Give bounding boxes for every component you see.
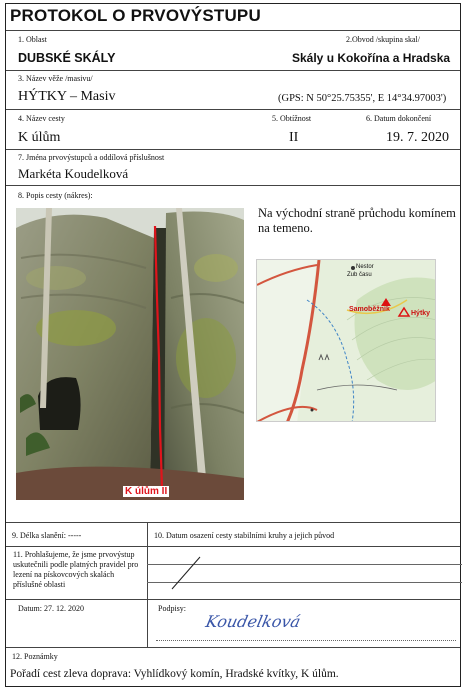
map-label-samobeznik: Samoběžník xyxy=(349,306,390,313)
divider xyxy=(147,523,148,546)
gps-value: (GPS: N 50°25.75355', E 14°34.97003') xyxy=(278,93,447,104)
prohlaseni-text: 11. Prohlašujeme, že jsme prvovýstup uskutečnili podle platných pravidel pro lezení na pískovcových skalách příslušné oblasti xyxy=(13,550,139,589)
cesta-label: 4. Název cesty xyxy=(18,114,65,123)
poznamky-label: 12. Poznámky xyxy=(12,652,58,661)
oblast-label: 1. Oblast xyxy=(18,35,47,44)
location-map xyxy=(256,259,436,422)
cesta-value: K úlům xyxy=(18,130,61,145)
row-cesta xyxy=(6,110,460,150)
row-podpisy xyxy=(6,600,460,648)
row-slaneni xyxy=(6,523,460,547)
obtiznost-label: 5. Obtížnost xyxy=(272,114,312,123)
jmena-label: 7. Jména prvovýstupců a oddílová příslušnost xyxy=(18,153,165,162)
signature: Koudelková xyxy=(203,612,303,631)
obvod-value: Skály u Kokořína a Hradska xyxy=(292,51,451,65)
row-popis xyxy=(6,186,460,523)
slaneni-label: 9. Délka slanění: ----- xyxy=(12,531,82,540)
title-row xyxy=(6,4,460,31)
datum-dokonceni-value: 19. 7. 2020 xyxy=(386,130,449,145)
vez-label: 3. Název věže /masivu/ xyxy=(18,74,93,83)
row-poznamky xyxy=(6,648,460,688)
poznamky-value: Pořadí cest zleva doprava: Vyhlídkový komín, Hradské kvítky, K úlům. xyxy=(10,668,339,680)
route-label: K úlům II xyxy=(125,486,168,497)
signature-line xyxy=(156,640,456,641)
obvod-label: 2.Obvod /skupina skal/ xyxy=(346,35,420,44)
jmena-value: Markéta Koudelková xyxy=(18,166,129,181)
row-vez xyxy=(6,71,460,110)
divider xyxy=(147,600,148,647)
vez-value: HÝTKY – Masiv xyxy=(18,89,116,104)
divider xyxy=(147,547,148,599)
datum-dokonceni-label: 6. Datum dokončení xyxy=(366,114,432,123)
map-label-nestor: Nestor xyxy=(356,264,374,270)
osazeni-label: 10. Datum osazení cesty stabilními kruhy a jejich původ xyxy=(154,531,335,540)
podpisy-label: Podpisy: xyxy=(158,604,187,613)
popis-label: 8. Popis cesty (nákres): xyxy=(18,191,93,200)
form-title: PROTOKOL O PRVOVÝSTUPU xyxy=(10,6,261,25)
row-prohlaseni xyxy=(6,547,460,600)
strike-line xyxy=(166,553,206,593)
protocol-form xyxy=(5,3,461,687)
row-jmena xyxy=(6,150,460,186)
obtiznost-value: II xyxy=(289,130,299,145)
map-label-zub: Zub času xyxy=(347,272,372,278)
route-photo xyxy=(16,208,244,500)
row-oblast xyxy=(6,31,460,71)
oblast-value: DUBSKÉ SKÁLY xyxy=(18,51,116,65)
datum-label: Datum: 27. 12. 2020 xyxy=(18,604,84,613)
map-label-hytky: Hýtky xyxy=(411,310,431,317)
route-description: Na východní straně průchodu komínem na temeno. xyxy=(258,206,456,235)
